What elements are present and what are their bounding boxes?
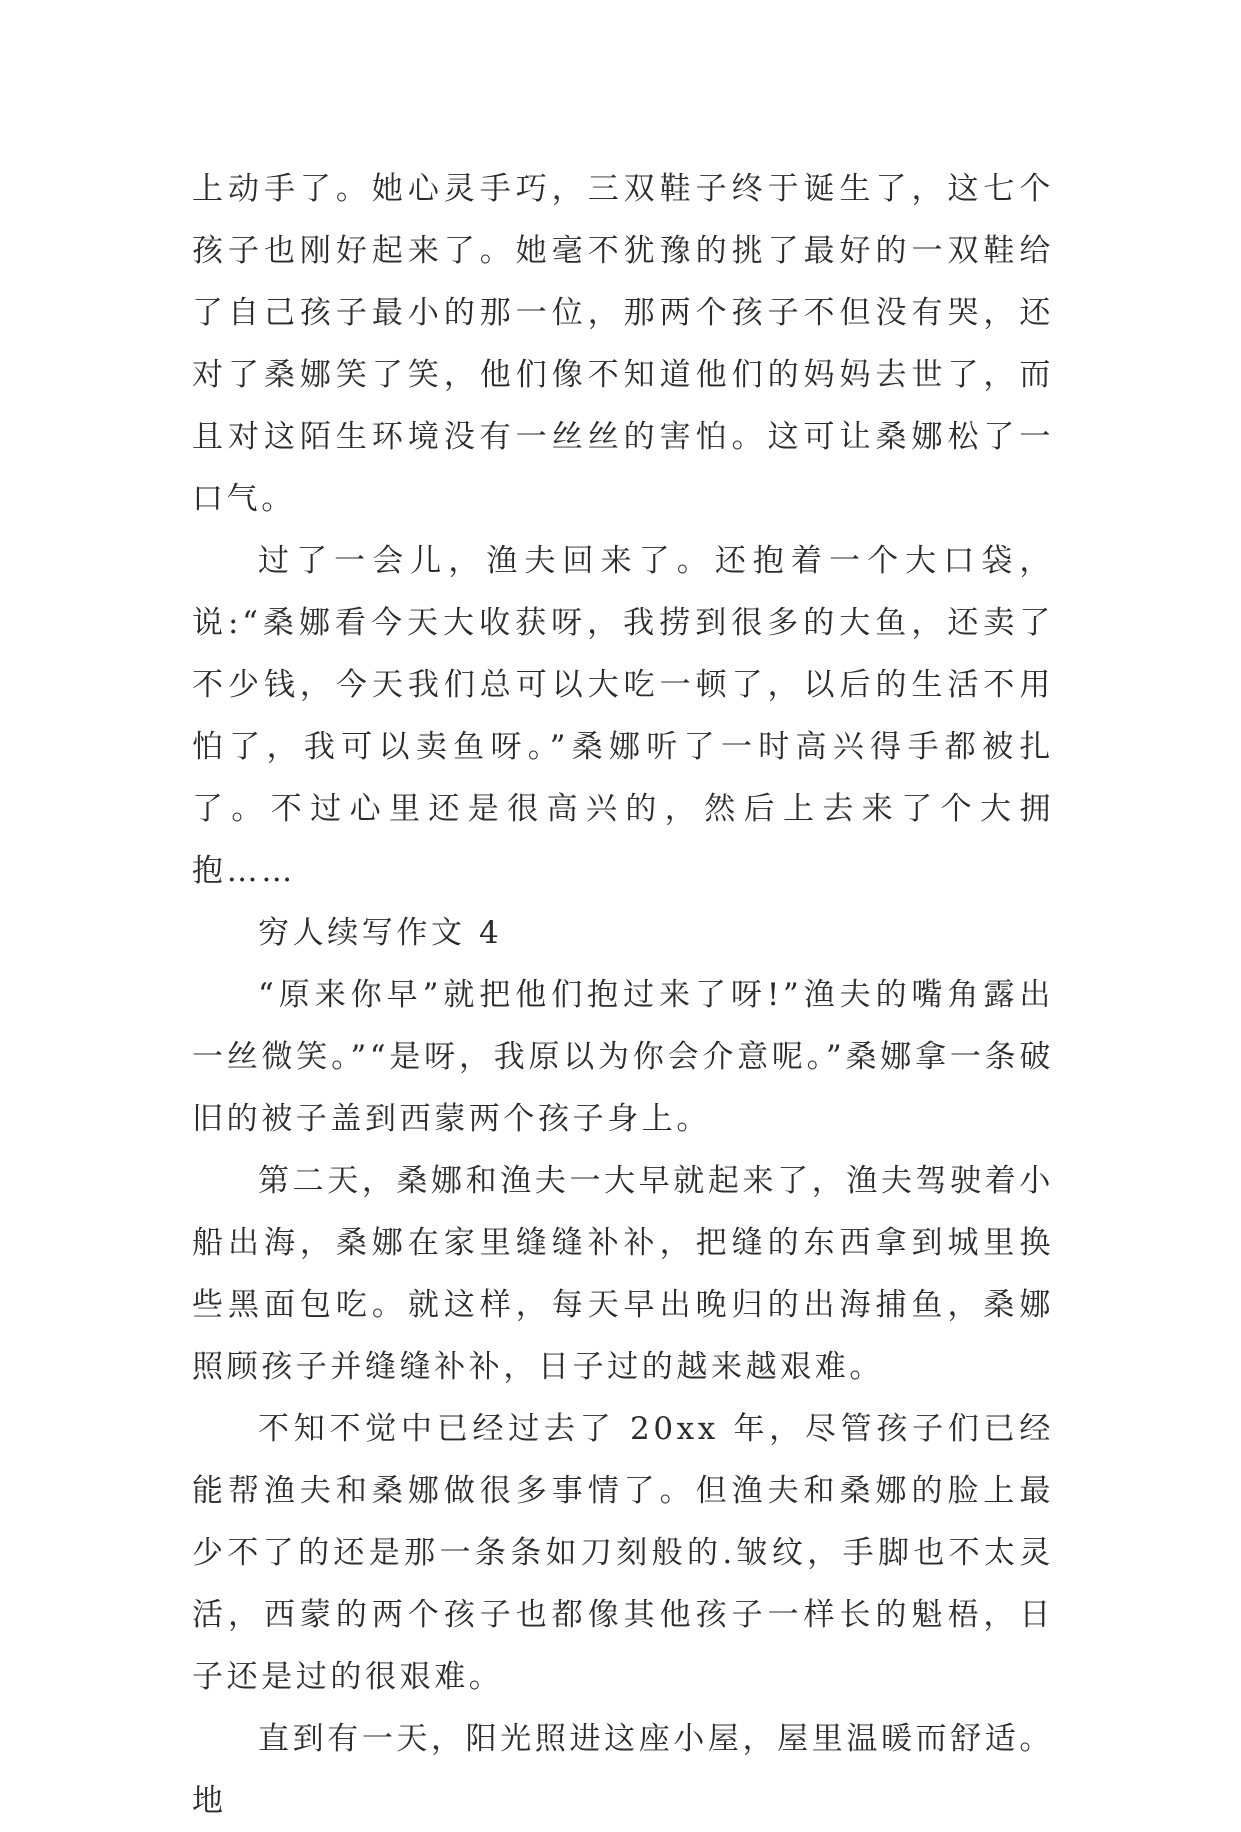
paragraph-years-pass: 不知不觉中已经过去了 20xx 年，尽管孩子们已经能帮渔夫和桑娜做很多事情了。但渔夫和桑娜的脸上最少不了的还是那一条条如刀刻般的.皱纹，手脚也不太灵活，西蒙的两个孩子也都像其他孩子一样长的魁梧，日子还是过的很艰难。: [192, 1411, 1054, 1695]
paragraph-one-day: 直到有一天，阳光照进这座小屋，屋里温暖而舒适。地: [192, 1721, 1054, 1819]
section-heading: 穷人续写作文 4: [258, 915, 503, 951]
paragraph-continuation: 上动手了。她心灵手巧，三双鞋子终于诞生了，这七个孩子也刚好起来了。她毫不犹豫的挑了最好的一双鞋给了自己孩子最小的那一位，那两个孩子不但没有哭，还对了桑娜笑了笑，他们像不知道他们的妈妈去世了，而且对这陌生环境没有一丝丝的害怕。这可让桑娜松了一口气。: [192, 171, 1054, 517]
paragraph-fisherman-returns: 过了一会儿，渔夫回来了。还抱着一个大口袋，说:“桑娜看今天大收获呀，我捞到很多的大鱼，还卖了不少钱，今天我们总可以大吃一顿了，以后的生活不用怕了，我可以卖鱼呀。”桑娜听了一时高兴得手都被扎了。不过心里还是很高兴的，然后上去来了个大拥抱……: [192, 543, 1054, 889]
paragraph-next-day: 第二天，桑娜和渔夫一大早就起来了，渔夫驾驶着小船出海，桑娜在家里缝缝补补，把缝的东西拿到城里换些黑面包吃。就这样，每天早出晚归的出海捕鱼，桑娜照顾孩子并缝缝补补，日子过的越来越艰难。: [192, 1163, 1054, 1385]
body-text: [192, 158, 1054, 1832]
paragraph-dialogue: “原来你早”就把他们抱过来了呀!”渔夫的嘴角露出一丝微笑。”“是呀，我原以为你会介意呢。”桑娜拿一条破旧的被子盖到西蒙两个孩子身上。: [192, 977, 1054, 1137]
